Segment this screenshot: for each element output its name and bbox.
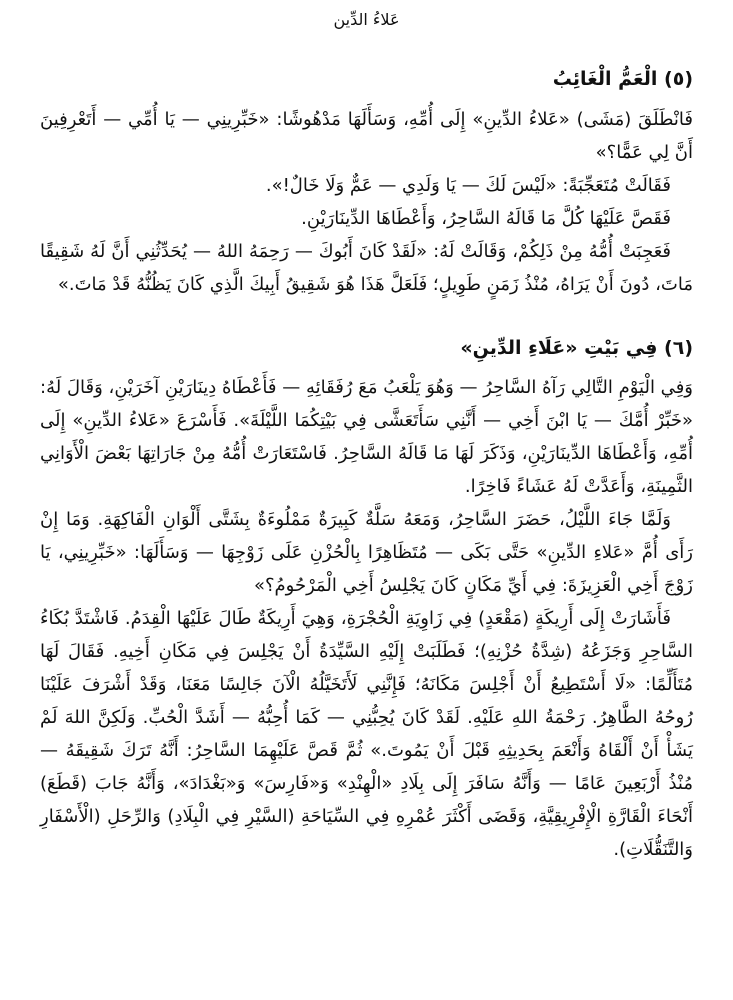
paragraph: فَأَشَارَتْ إِلَى أَرِيكَةٍ (مَقْعَدٍ) فِي زَاوِيَةِ الْحُجْرَةِ، وَهِيَ أَرِيكَةٌ طَالَ عَلَيْهَا الْقِدَمُ. فَاشْتَدَّ بُكَاءُ السَّاحِرِ وَجَزَعُهُ (شِدَّةُ حُزْنِهِ)؛ فَطَلَبَتْ إِلَيْهِ السَّيِّدَةُ أَنْ يَجْلِسَ فِي مَكَانِ أَخِيهِ. فَقَالَ لَهَا مُتَأَلِّمًا: «لَا أَسْتَطِيعُ أَنْ أَجْلِسَ مَكَانَهُ؛ فَإِنَّنِي لَأَتَخَيَّلُهُ الْآنَ جَالِسًا مَعَنَا، وَقَدْ أَشْرَفَ عَلَيْنَا رُوحُهُ الطَّاهِرُ. رَحْمَةُ اللهِ عَلَيْهِ. لَقَدْ كَانَ يُحِبُّنِي — كَمَا أُحِبُّهُ — أَشَدَّ الْحُبِّ. وَلَكِنَّ اللهَ لَمْ يَشَأْ أَنْ أَلْقَاهُ وَأَنْعَمَ بِحَدِيثِهِ قَبْلَ أَنْ يَمُوتَ.» ثُمَّ قَصَّ عَلَيْهِمَا السَّاحِرُ: أَنَّهُ تَرَكَ شَقِيقَهُ — مُنْذُ أَرْبَعِينَ عَامًا — وَأَنَّهُ سَافَرَ إِلَى بِلَادِ «الْهِنْدِ» وَ«فَارِسَ» وَ«بَغْدَادَ»، وَأَنَّهُ جَابَ (قَطَعَ) أَنْحَاءَ الْقَارَّةِ الْإِفْرِيقِيَّةِ، وَقَضَى أَكْثَرَ عُمْرِهِ فِي السِّيَاحَةِ (السَّيْرِ فِي الْبِلَادِ) وَالرِّحَلِ (الْأَسْفَارِ وَالتَّنَقُّلَاتِ). <box>40 608 693 860</box>
paragraph: وَلَمَّا جَاءَ اللَّيْلُ، حَضَرَ السَّاحِرُ، وَمَعَهُ سَلَّةٌ كَبِيرَةٌ مَمْلُوءَةٌ بِشَتَّى أَلْوَانِ الْفَاكِهَةِ. وَمَا إِنْ رَأَى أُمَّ «عَلاءِ الدِّينِ» حَتَّى بَكَى — مُتَظَاهِرًا بِالْحُزْنِ عَلَى زَوْجِهَا — وَسَأَلَهَا: «خَبِّرِينِي، يَا زَوْجَ أَخِي الْعَزِيزَةَ: فِي أَيِّ مَكَانٍ كَانَ يَجْلِسُ أَخِي الْمَرْحُومُ؟» <box>40 509 693 596</box>
running-header: عَلاءُ الدِّين <box>333 10 400 29</box>
section-title: (٥) الْعَمُّ الْغَائِبُ <box>552 68 693 90</box>
section-title: (٦) فِي بَيْتِ «عَلَاءِ الدِّينِ» <box>460 337 693 359</box>
paragraph: فَقَالَتْ مُتَعَجِّبَةً: «لَيْسَ لَكَ — يَا وَلَدِي — عَمٌّ وَلَا خَالٌ!». <box>265 175 671 196</box>
paragraph: فَقَصَّ عَلَيْهَا كُلَّ مَا قَالَهُ السَّاحِرُ، وَأَعْطَاهَا الدِّينَارَيْنِ. <box>301 208 671 229</box>
paragraph: فَعَجِبَتْ أُمُّهُ مِنْ ذَلِكُمْ، وَقَالَتْ لَهُ: «لَقَدْ كَانَ أَبُوكَ — رَحِمَهُ اللهُ — يُحَدِّثُنِي أَنَّ لَهُ شَقِيقًا مَاتَ، دُونَ أَنْ يَرَاهُ، مُنْذُ زَمَنٍ طَوِيلٍ؛ فَلَعَلَّ هَذَا هُوَ شَقِيقُ أَبِيكَ الَّذِي كَانَ يَظُنُّهُ قَدْ مَاتَ.» <box>40 241 693 295</box>
section-absent-uncle <box>40 68 693 301</box>
section-aladdin-house <box>40 337 693 866</box>
paragraph: وَفِي الْيَوْمِ التَّالِي رَآهُ السَّاحِرُ — وَهُوَ يَلْعَبُ مَعَ رُفَقَائِهِ — فَأَعْطَاهُ دِينَارَيْنِ آخَرَيْنِ، وَقَالَ لَهُ: «خَبِّرْ أُمَّكَ — يَا ابْنَ أَخِي — أَنَّنِي سَأَتَعَشَّى فِي بَيْتِكُمَا اللَّيْلَةَ». فَأَسْرَعَ «عَلاءُ الدِّينِ» إِلَى أُمِّهِ، وَأَعْطَاهَا الدِّينَارَيْنِ، وَذَكَرَ لَهَا مَا قَالَهُ السَّاحِرُ. فَاسْتَعَارَتْ أُمُّهُ مِنْ جَارَاتِهَا بَعْضَ الْأَوَانِي الثَّمِينَةِ، وَأَعَدَّتْ لَهُ عَشَاءً فَاخِرًا. <box>40 377 693 497</box>
paragraph: فَانْطَلَقَ (مَشَى) «عَلاءُ الدِّينِ» إِلَى أُمِّهِ، وَسَأَلَهَا مَدْهُوشًا: «خَبِّرِينِي — يَا أُمِّي — أَتَعْرِفِينَ أَنَّ لِي عَمًّا؟» <box>40 109 693 163</box>
